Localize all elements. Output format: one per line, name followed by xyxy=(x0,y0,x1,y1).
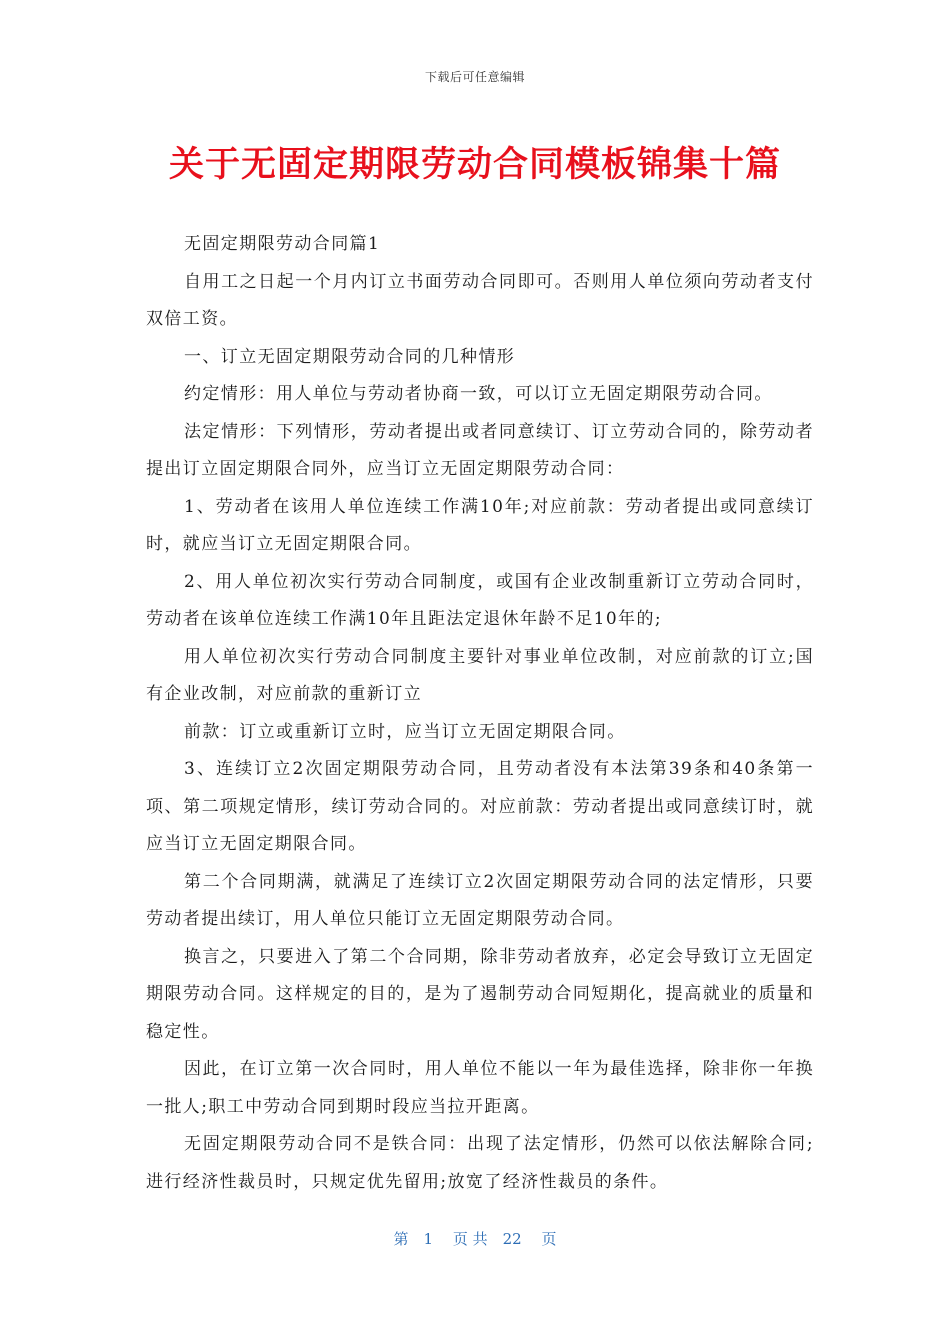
paragraph: 换言之，只要进入了第二个合同期，除非劳动者放弃，必定会导致订立无固定期限劳动合同。这样规定的目的，是为了遏制劳动合同短期化，提高就业的质量和稳定性。 xyxy=(146,946,814,1042)
document-title: 关于无固定期限劳动合同模板锦集十篇 xyxy=(168,145,781,185)
paragraph: 自用工之日起一个月内订立书面劳动合同即可。否则用人单位须向劳动者支付双倍工资。 xyxy=(146,271,814,329)
paragraph: 前款：订立或重新订立时，应当订立无固定期限合同。 xyxy=(184,721,626,742)
paragraph: 用人单位初次实行劳动合同制度主要针对事业单位改制，对应前款的订立;国有企业改制，对应前款的重新订立 xyxy=(146,646,814,704)
paragraph: 约定情形：用人单位与劳动者协商一致，可以订立无固定期限劳动合同。 xyxy=(184,384,773,404)
section-heading: 无固定期限劳动合同篇1 xyxy=(184,234,381,254)
subsection-heading: 一、订立无固定期限劳动合同的几种情形 xyxy=(184,346,516,367)
paragraph: 第二个合同期满，就满足了连续订立2次固定期限劳动合同的法定情形，只要劳动者提出续订，用人单位只能订立无固定期限劳动合同。 xyxy=(146,871,814,929)
page-footer: 第 1 页 共 22 页 xyxy=(393,1230,557,1248)
list-item: 2、用人单位初次实行劳动合同制度，或国有企业改制重新订立劳动合同时，劳动者在该单位连续工作满10年且距法定退休年龄不足10年的; xyxy=(146,571,814,629)
paragraph: 法定情形：下列情形，劳动者提出或者同意续订、订立劳动合同的，除劳动者提出订立固定期限合同外，应当订立无固定期限劳动合同： xyxy=(146,421,814,479)
list-item: 1、劳动者在该用人单位连续工作满10年;对应前款：劳动者提出或同意续订时，就应当订立无固定期限合同。 xyxy=(146,496,814,554)
paragraph: 无固定期限劳动合同不是铁合同：出现了法定情形，仍然可以依法解除合同;进行经济性裁员时，只规定优先留用;放宽了经济性裁员的条件。 xyxy=(146,1134,814,1192)
header-note: 下载后可任意编辑 xyxy=(424,70,525,84)
list-item: 3、连续订立2次固定期限劳动合同，且劳动者没有本法第39条和40条第一项、第二项规定情形，续订劳动合同的。对应前款：劳动者提出或同意续订时，就应当订立无固定期限合同。 xyxy=(146,759,814,854)
paragraph: 因此，在订立第一次合同时，用人单位不能以一年为最佳选择，除非你一年换一批人;职工中劳动合同到期时段应当拉开距离。 xyxy=(146,1059,814,1117)
document-body xyxy=(146,226,814,1201)
